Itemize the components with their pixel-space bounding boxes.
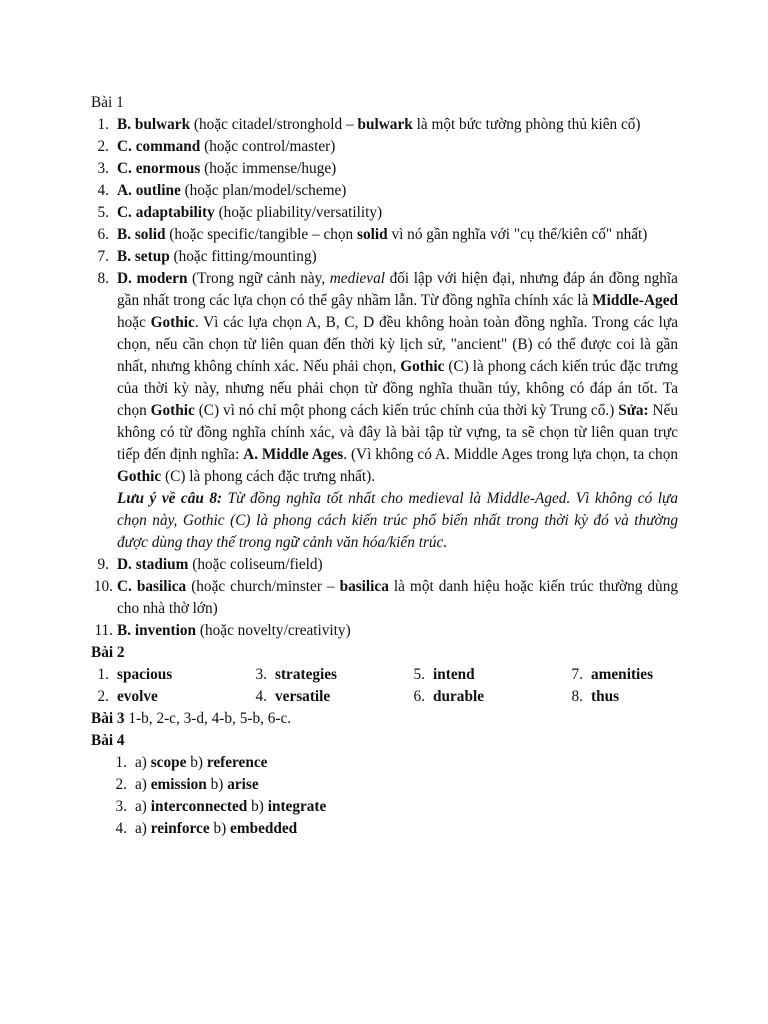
item-text: . Vì các lựa chọn A, B, C, D đều không hoàn toàn đồng nghĩa. Trong các lựa chọn, nếu cần chọn từ liên quan đến thời kỳ lịch sử, "ancient" (B) có thể được coi là gần nhất, nhưng không chính xác. Nếu phải chọn, <box>117 314 678 375</box>
vocab-word: thus <box>591 688 620 705</box>
item-number: 5. <box>97 204 109 221</box>
item-text: (hoặc novelty/creativity) <box>196 622 351 639</box>
option-a-label: a) <box>135 820 151 837</box>
vocab-cell <box>407 686 484 708</box>
option-b-label: b) <box>209 820 231 837</box>
option-a-label: a) <box>135 754 151 771</box>
bold-text: D. modern <box>117 270 188 287</box>
section-title-bai-4: Bài 4 <box>91 732 125 749</box>
item-text: . (Vì không có A. Middle Ages trong lựa chọn, ta chọn <box>343 446 678 463</box>
section-title-bai-1: Bài 1 <box>91 94 124 111</box>
bold-text: C. basilica <box>117 578 187 595</box>
bai-2-word-grid <box>91 664 678 708</box>
bold-text: C. enormous <box>117 160 201 177</box>
bai-3-line <box>91 708 678 730</box>
item-text: (hoặc control/master) <box>200 138 336 155</box>
list-item <box>91 796 678 818</box>
bold-text: A. outline <box>117 182 181 199</box>
item-number: 2. <box>115 776 127 793</box>
item-number: 5. <box>413 666 425 683</box>
list-item <box>91 774 678 796</box>
item-number: 8. <box>571 688 583 705</box>
list-item <box>91 268 678 488</box>
item-text: (hoặc plan/model/scheme) <box>180 182 347 199</box>
vocab-word: versatile <box>275 688 331 705</box>
vocab-word: spacious <box>117 666 173 683</box>
list-item <box>91 554 678 576</box>
vocab-word: durable <box>433 688 484 705</box>
vocab-cell <box>565 686 619 708</box>
item-number: 3. <box>115 798 127 815</box>
bold-text: B. bulwark <box>117 116 191 133</box>
note-text: Từ đồng nghĩa tốt nhất cho medieval là Middle-Aged. Vì không có lựa chọn này, Gothic (C) là phong cách kiến trúc phổ biến nhất trong thời kỳ đó và thường được dùng thay thế trong ngữ cảnh văn hóa/kiến trúc. <box>117 490 678 551</box>
option-b-word: arise <box>227 776 259 793</box>
item-number: 4. <box>115 820 127 837</box>
item-text: là một bức tường phòng thủ kiên cố) <box>412 116 641 133</box>
item-text: (hoặc church/minster – <box>186 578 340 595</box>
bold-text: B. solid <box>117 226 166 243</box>
item-text: (C) là phong cách kiến trúc đặc trưng của thời kỳ này, nhưng nếu phải chọn từ đồng nghĩa thuần túy, không có đáp án tốt. Ta chọn <box>117 358 678 419</box>
item-number: 11. <box>94 622 113 639</box>
item-number: 9. <box>97 556 109 573</box>
bold-text: basilica <box>339 578 389 595</box>
bold-text: Gothic <box>400 358 445 375</box>
item-text: (C) vì nó chỉ một phong cách kiến trúc chính của thời kỳ Trung cổ.) <box>194 402 619 419</box>
bold-text: Gothic <box>150 314 195 331</box>
bold-text: Gothic <box>117 468 162 485</box>
item-number: 3. <box>97 160 109 177</box>
option-b-label: b) <box>247 798 268 815</box>
bold-text: bulwark <box>357 116 413 133</box>
item-text: đối lập với hiện đại, nhưng đáp án đồng nghĩa gần nhất trong các lựa chọn có thể gây nhầm lẫn. Từ đồng nghĩa chính xác là <box>117 270 678 309</box>
item-number: 4. <box>255 688 267 705</box>
item-text: là một danh hiệu hoặc kiến trúc thường dùng cho nhà thờ lớn) <box>117 578 678 617</box>
vocab-cell <box>407 664 475 686</box>
bai-3-answers: 1-b, 2-c, 3-d, 4-b, 5-b, 6-c. <box>124 710 292 727</box>
italic-text: medieval <box>329 270 385 287</box>
item-text: (hoặc immense/huge) <box>200 160 337 177</box>
option-a-word: emission <box>150 776 207 793</box>
option-b-word: embedded <box>230 820 298 837</box>
item-number: 1. <box>97 666 109 683</box>
document-page <box>91 92 678 840</box>
bold-text: D. stadium <box>117 556 189 573</box>
bai-4-answer-list <box>91 752 678 840</box>
option-a-label: a) <box>135 776 151 793</box>
item-text: (hoặc citadel/stronghold – <box>190 116 358 133</box>
section-title-bai-2: Bài 2 <box>91 644 125 661</box>
vocab-word: amenities <box>591 666 654 683</box>
list-item <box>91 158 678 180</box>
list-item <box>91 752 678 774</box>
option-a-label: a) <box>135 798 151 815</box>
vocab-cell <box>249 686 330 708</box>
option-a-word: interconnected <box>150 798 248 815</box>
list-item <box>91 576 678 620</box>
bold-text: Sửa: <box>618 402 649 419</box>
list-item <box>91 136 678 158</box>
item-number: 4. <box>97 182 109 199</box>
list-item <box>91 180 678 202</box>
section-title-bai-3: Bài 3 <box>91 710 125 727</box>
list-item <box>91 224 678 246</box>
item-number: 2. <box>97 138 109 155</box>
vocab-cell <box>249 664 337 686</box>
item-number: 6. <box>413 688 425 705</box>
bold-text: B. setup <box>117 248 170 265</box>
item-text: vì nó gần nghĩa với "cụ thể/kiên cố" nhất) <box>387 226 648 243</box>
option-b-label: b) <box>206 776 228 793</box>
item-number: 7. <box>571 666 583 683</box>
bold-text: C. adaptability <box>117 204 215 221</box>
item-number: 3. <box>255 666 267 683</box>
bold-text: Middle-Aged <box>592 292 678 309</box>
item-text: (hoặc fitting/mounting) <box>169 248 317 265</box>
note-label: Lưu ý về câu 8: <box>117 490 223 507</box>
item-number: 6. <box>97 226 109 243</box>
item-text: hoặc <box>117 314 151 331</box>
option-a-word: scope <box>150 754 187 771</box>
item-text: (hoặc specific/tangible – chọn <box>165 226 358 243</box>
item-number: 2. <box>97 688 109 705</box>
vocab-word: evolve <box>117 688 158 705</box>
option-a-word: reinforce <box>150 820 210 837</box>
vocab-cell <box>91 686 158 708</box>
item-text: (C) là phong cách đặc trưng nhất). <box>161 468 376 485</box>
item-number: 10. <box>93 578 113 595</box>
item-text: Nếu không có từ đồng nghĩa chính xác, và đây là bài tập từ vựng, ta sẽ chọn từ liên quan trực tiếp đến định nghĩa: <box>117 402 678 463</box>
bold-text: solid <box>357 226 388 243</box>
vocab-word: strategies <box>275 666 338 683</box>
list-item <box>91 620 678 642</box>
item-text: (hoặc pliability/versatility) <box>214 204 383 221</box>
list-item <box>91 202 678 224</box>
list-item <box>91 114 678 136</box>
item-number: 7. <box>97 248 109 265</box>
bold-text: C. command <box>117 138 201 155</box>
list-item <box>91 246 678 268</box>
bai-1-answer-list <box>91 114 678 642</box>
vocab-cell <box>565 664 653 686</box>
list-item <box>91 818 678 840</box>
bold-text: Gothic <box>150 402 195 419</box>
item-number: 1. <box>115 754 127 771</box>
item-text: (Trong ngữ cảnh này, <box>187 270 330 287</box>
item-number: 8. <box>97 270 109 287</box>
option-b-label: b) <box>186 754 207 771</box>
bold-text: B. invention <box>117 622 197 639</box>
option-b-word: reference <box>206 754 268 771</box>
item-text: (hoặc coliseum/field) <box>188 556 323 573</box>
note-cau-8 <box>91 488 678 554</box>
vocab-word: intend <box>433 666 475 683</box>
bold-text: A. Middle Ages <box>243 446 344 463</box>
item-number: 1. <box>97 116 109 133</box>
option-b-word: integrate <box>267 798 327 815</box>
vocab-cell <box>91 664 172 686</box>
